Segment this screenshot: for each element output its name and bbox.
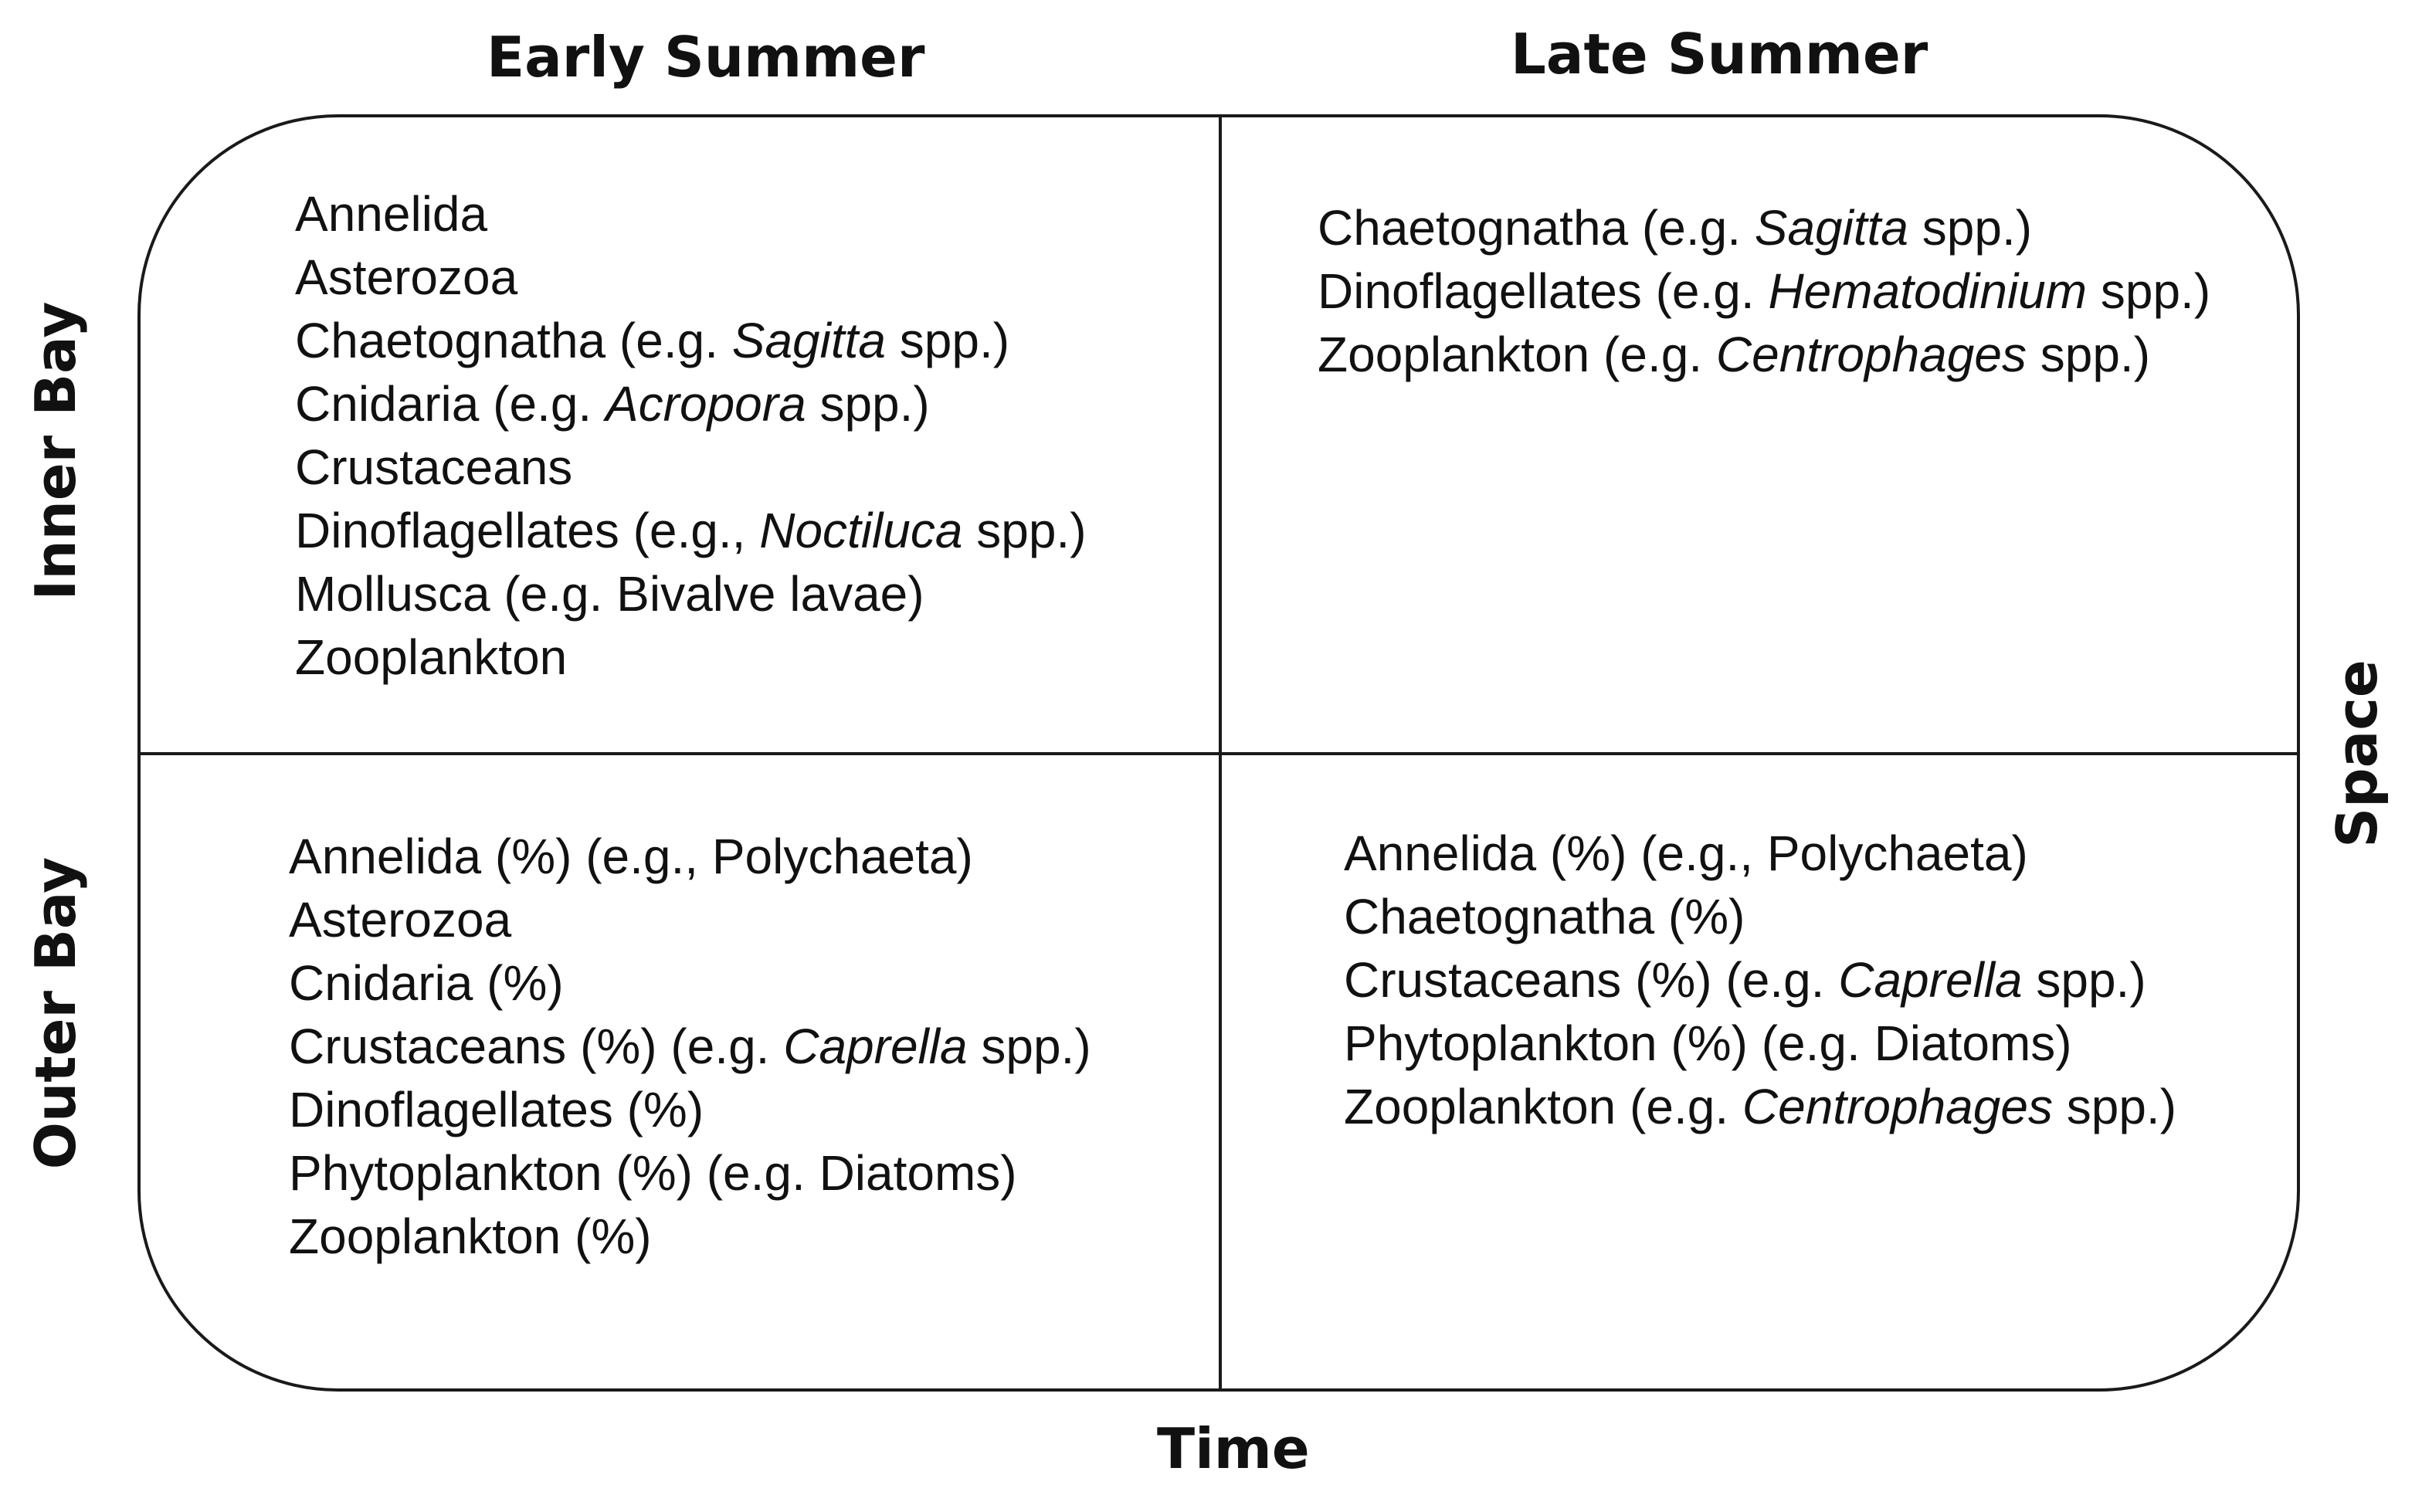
taxon-suffix-text: spp.) <box>962 503 1087 558</box>
taxon-entry <box>295 499 1087 562</box>
axis-label-space: Space <box>2325 659 2390 848</box>
taxon-suffix-text: spp.) <box>2087 263 2211 319</box>
taxon-entry: Phytoplankton (%) (e.g. Diatoms) <box>289 1145 1017 1201</box>
quadrant-early-summer-inner-bay <box>295 182 1087 689</box>
quadrant-late-summer-outer-bay <box>1344 822 2176 1138</box>
taxon-suffix-text: spp.) <box>967 1019 1091 1074</box>
taxon-group-text: Chaetognatha (e.g. <box>1318 200 1755 256</box>
taxon-entry: Zooplankton <box>295 629 568 685</box>
taxon-entry: Annelida <box>295 186 488 242</box>
column-header-late-summer: Late Summer <box>1511 22 1928 86</box>
taxon-entry: Cnidaria (%) <box>289 955 564 1011</box>
quadrant-early-summer-outer-bay <box>289 825 1091 1268</box>
taxon-group-text: Crustaceans (%) (e.g. <box>289 1019 784 1074</box>
taxon-suffix-text: spp.) <box>886 313 1010 368</box>
axis-label-time: Time <box>1157 1416 1310 1481</box>
column-header-early-summer: Early Summer <box>487 25 925 90</box>
taxon-entry <box>1318 323 2210 386</box>
taxon-group-text: Zooplankton (e.g. <box>1344 1079 1742 1134</box>
taxon-suffix-text: spp.) <box>2052 1079 2176 1134</box>
taxon-group-text: Dinoflagellates (e.g. <box>1318 263 1769 319</box>
genus-name: Hematodinium <box>1768 263 2088 319</box>
quadrant-late-summer-inner-bay <box>1318 196 2210 386</box>
taxon-entry <box>1318 196 2210 259</box>
taxon-entry: Phytoplankton (%) (e.g. Diatoms) <box>1344 1015 2072 1071</box>
taxon-entry: Crustaceans <box>295 439 573 495</box>
taxon-suffix-text: spp.) <box>1908 200 2033 256</box>
taxon-group-text: Cnidaria (e.g. <box>295 376 606 432</box>
taxon-entry: Zooplankton (%) <box>289 1209 652 1264</box>
genus-name: Sagitta <box>731 313 886 368</box>
genus-name: Centrophages <box>1742 1079 2053 1134</box>
taxon-entry: Annelida (%) (e.g., Polychaeta) <box>289 829 973 884</box>
genus-name: Caprella <box>783 1019 968 1074</box>
space-divider <box>137 752 2300 755</box>
row-label-inner-bay: Inner Bay <box>23 301 88 601</box>
genus-name: Centrophages <box>1715 327 2027 382</box>
genus-name: Acropora <box>605 376 806 432</box>
taxon-entry <box>1318 259 2210 323</box>
taxon-entry <box>1344 948 2176 1012</box>
genus-name: Caprella <box>1838 952 2023 1008</box>
taxon-entry: Mollusca (e.g. Bivalve lavae) <box>295 566 924 622</box>
taxon-entry <box>1344 1075 2176 1138</box>
taxon-entry <box>295 372 1087 436</box>
genus-name: Sagitta <box>1754 200 1908 256</box>
genus-name: Noctiluca <box>759 503 963 558</box>
taxon-suffix-text: spp.) <box>2022 952 2146 1008</box>
taxon-group-text: Zooplankton (e.g. <box>1318 327 1716 382</box>
taxon-suffix-text: spp.) <box>806 376 930 432</box>
taxon-entry <box>289 1015 1091 1078</box>
row-label-outer-bay: Outer Bay <box>23 856 88 1170</box>
taxon-group-text: Chaetognatha (e.g. <box>295 313 732 368</box>
taxon-group-text: Crustaceans (%) (e.g. <box>1344 952 1839 1008</box>
taxon-entry: Asterozoa <box>289 892 512 948</box>
taxon-entry <box>295 309 1087 372</box>
taxon-entry: Dinoflagellates (%) <box>289 1082 704 1137</box>
taxon-entry: Chaetognatha (%) <box>1344 889 1745 944</box>
taxon-group-text: Dinoflagellates (e.g., <box>295 503 760 558</box>
taxon-entry: Annelida (%) (e.g., Polychaeta) <box>1344 825 2028 881</box>
taxon-suffix-text: spp.) <box>2026 327 2150 382</box>
taxon-entry: Asterozoa <box>295 249 518 305</box>
